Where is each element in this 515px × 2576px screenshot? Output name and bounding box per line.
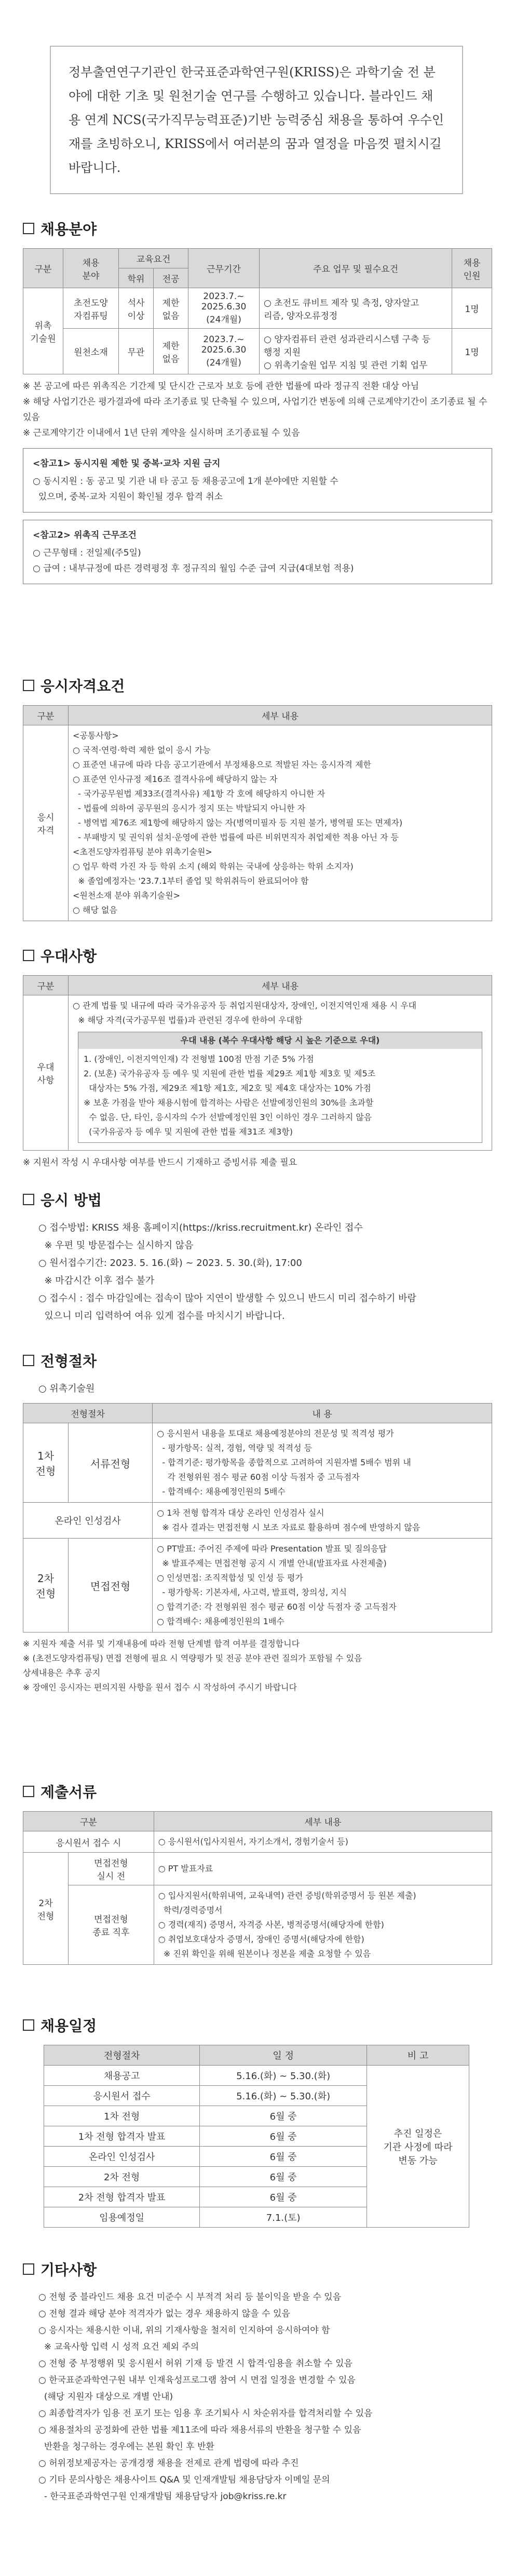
section-schedule <box>23 2015 492 2228</box>
notes: ※ 지원자 제출 서류 및 기재내용에 따라 전형 단계별 합격 여부를 결정합니다 ※ (초전도양자컴퓨팅) 면접 전형에 필요 시 역량평가 및 전공 분야 관련 질의가 포함될 수 있음 상세내용은 추후 공지 ※ 장애인 응시자는 편의지원 사항을 원서 접수 시 작성하여 주시기 바랍니다 <box>23 1639 362 1692</box>
table-row: 채용공고 5.16.(화) ~ 5.30.(화) 추진 일정은 기관 사정에 따라 변동 가능 <box>44 2066 469 2086</box>
documents-table <box>23 1811 492 1965</box>
preference-details: ○ 관계 법률 및 내규에 따라 국가유공자 등 취업지원대상자, 장애인, 이전지역인재 채용 시 우대 ※ 해당 자격(국가공무원 법률)과 관련된 경우에 한하여 우대함 우대 내용 (복수 우대사항 해당 시 높은 기준으로 우대) 1. (장애인, 이전지역인재) 각 전형별 100점 만점 기준 5% 가점 2. (보훈) 국가유공자 등 예우 및 지원에 관한 법률 제29조 제1항 제3호 및 제5조 대상자는 5% 가점, 제29조 제1항 제1호, 제2호 및 제4호 대상자는 10% 가점 ※ 보훈 가점을 받아 채용시험에 합격하는 사람은 선발예정인원의 30%를 초과할 수 없음. 단, 타인, 응시자의 수가 선발예정인원 3인 이하인 경우 그러하지 않음 (국가유공자 등 예우 및 지원에 관한 법률 제31조 제3항) <box>69 995 492 1151</box>
table-row: 임용예정일 7.1.(토) <box>44 2207 469 2228</box>
table-header: 세부 내용 <box>154 1812 492 1831</box>
table-row: 2차 전형 면접전형 실시 전 ○ PT 발표자료 <box>23 1853 492 1885</box>
table-row: 위촉 기술원 초전도양 자컴퓨팅 석사 이상 제한 없음 2023.7.~ 2025.6.30 (24개월) ○ 초전도 큐비트 제작 및 측정, 양자알고 리즘, 양자오류정정 1명 <box>23 288 492 329</box>
checkbox-square-icon <box>23 2019 34 2031</box>
subheading: ○ 위촉기술원 <box>38 1383 95 1394</box>
section-title: 전형절차 <box>23 1350 492 1371</box>
checkbox-square-icon <box>23 2263 34 2275</box>
notes: ※ 본 공고에 따른 위촉직은 기간제 및 단시간 근로자 보호 등에 관한 법률에 따라 정규직 전환 대상 아님 ※ 해당 사업기간은 평가결과에 따라 조기종료 및 단축될 수 있으며, 사업기간 변동에 의해 근로계약기간이 조기종료 될 수 있음 ※ 근로계약기간 이내에서 1년 단위 계약을 실시하며 조기종료될 수 있음 <box>23 381 487 438</box>
table-header: 구분 <box>23 706 69 725</box>
table-row: 1차 전형 서류전형 ○ 응시원서 내용을 토대로 채용예정분야의 전문성 및 적격성 평가 - 평가항목: 실적, 경험, 역량 및 적격성 등 - 합격기준: 평가항목을 종합적으로 고려하여 지원자별 5배수 범위 내 각 전형위원 점수 평균 60점 이상 득점자 중 고득점자 - 합격배수: 채용예정인원의 5배수 <box>23 1423 492 1503</box>
preference-table: 구분 세부 내용 우대 사항 ○ 관계 법률 및 내규에 따라 국가유공자 등 취업지원대상자, 장애인, 이전지역인재 채용 시 우대 ※ 해당 자격(국가공무원 법률)과 관련된 경우에 한하여 우대함 우대 내용 (복수 우대사항 해당 시 높은 기준으로 우대) 1. (장애인, 이전지역인재) 각 전형별 100점 만점 기준 5% 가점 2. (보훈) 국가유공자 등 예우 및 지원에 관한 법률 제29조 제1항 제3호 및 제5조 대상자는 5% 가점, 제29조 제1항 제1호, 제2호 및 제4호 대상자는 10% 가점 ※ 보훈 가점을 받아 채용시험에 합격하는 사람은 선발예정인원의 30%를 초과할 수 없음. 단, 타인, 응시자의 수가 선발예정인원 3인 이하인 경우 그러하지 않음 (국가유공자 등 예우 및 지원에 관한 법률 제31조 제3항) <box>23 975 492 1151</box>
section-title: 채용일정 <box>23 2015 492 2035</box>
section-other <box>23 2259 492 2505</box>
checkbox-square-icon <box>23 1786 34 1797</box>
table-row: 응시원서 접수 시 ○ 응시원서(입사지원서, 자기소개서, 경험기술서 등) <box>23 1831 492 1853</box>
note: ※ 지원서 작성 시 우대사항 여부를 반드시 기재하고 증빙서류 제출 필요 <box>23 1157 297 1168</box>
table-header: 구분 <box>23 1812 154 1831</box>
table-row: 원천소재 무관 제한 없음 2023.7.~ 2025.6.30 (24개월) ○ 양자컴퓨터 관련 성과관리시스템 구축 등 행정 지원 ○ 위촉기술원 업무 지침 및 관련 기획 업무 1명 <box>23 329 492 374</box>
section-title: 채용분야 <box>23 218 492 239</box>
checkbox-square-icon <box>23 950 34 961</box>
table-header: 근무기간 <box>188 249 260 288</box>
table-row: 온라인 인성검사 ○ 1차 전형 합격자 대상 온라인 인성검사 실시 ※ 검사 결과는 면접전형 시 보조 자료로 활용하며 점수에 반영하지 않음 <box>23 1503 492 1539</box>
table-header: 전형절차 <box>23 1404 153 1423</box>
table-header: 주요 업무 및 필수요건 <box>260 249 452 288</box>
table-header: 내 용 <box>153 1404 492 1423</box>
table-row: 온라인 인성검사 6월 중 <box>44 2147 469 2167</box>
table-row: 면접전형 종료 직후 ○ 입사지원서(학위내역, 교육내역) 관련 증빙(학위증명서 등 원본 제출) 학력/경력증명서 ○ 경력(재직) 증명서, 자격증 사본, 병적증명서(해당자에 한함) ○ 취업보호대상자 증명서, 장애인 증명서(해당자에 한함) ※ 진위 확인을 위해 원본이나 정본을 제출 요청할 수 있음 <box>23 1885 492 1965</box>
preference-inner-box: 우대 내용 (복수 우대사항 해당 시 높은 기준으로 우대) 1. (장애인, 이전지역인재) 각 전형별 100점 만점 기준 5% 가점 2. (보훈) 국가유공자 등 예우 및 지원에 관한 법률 제29조 제1항 제3호 및 제5조 대상자는 5% 가점, 제29조 제1항 제1호, 제2호 및 제4호 대상자는 10% 가점 ※ 보훈 가점을 받아 채용시험에 합격하는 사람은 선발예정인원의 30%를 초과할 수 없음. 단, 타인, 응시자의 수가 선발예정인원 3인 이하인 경우 그러하지 않음 (국가유공자 등 예우 및 지원에 관한 법률 제31조 제3항) <box>78 1032 482 1143</box>
reference-box-1: <참고1> 동시지원 제한 및 중복·교차 지원 금지 ○ 동시지원 : 동 공고 및 기관 내 타 공고 등 채용공고에 1개 분야에만 지원할 수 있으며, 중복·교차 지원이 확인될 경우 합격 취소 <box>23 448 492 512</box>
table-row: 2차 전형 6월 중 <box>44 2167 469 2187</box>
eligibility-table: 구분 세부 내용 응시 자격 <공통사항> ○ 국적·연령·학력 제한 없이 응시 가능 ○ 표준연 내규에 따라 다음 공고기관에서 부정채용으로 적발된 자는 응시자격 제한 ○ 표준연 인사규정 제16조 결격사유에 해당하지 않는 자 - 국가공무원법 제33조(결격사유) 제1항 각 호에 해당하지 아니한 자 - 법률에 의하여 공무원의 응시가 정지 또는 박탈되지 아니한 자 - 병역법 제76조 제1항에 해당하지 않는 자(병역미필자 등 지원 불가, 병역필 또는 면제자) - 부패방지 및 권익위 설치·운영에 관한 법률에 따른 비위면직자 취업제한 적용 아닌 자 등 <초전도양자컴퓨팅 분야 위촉기술원> ○ 업무 학력 가진 자 등 학위 소지 (해외 학위는 국내에 상응하는 학위 소지자) ※ 졸업예정자는 '23.7.1부터 졸업 및 학위취득이 완료되어야 함 <원천소재 분야 위촉기술원> ○ 해당 없음 <box>23 705 492 921</box>
table-header: 교육요건 <box>119 249 188 268</box>
recruitment-table <box>23 248 492 374</box>
section-application-method <box>23 1189 492 1325</box>
table-header: 비 고 <box>367 2045 469 2066</box>
intro-box <box>50 46 463 194</box>
table-header: 채용 인원 <box>452 249 492 288</box>
application-lines: ○ 접수방법: KRISS 채용 홈페이지(https://kriss.recruitment.kr) 온라인 접수 ※ 우편 및 방문접수는 실시하지 않음 ○ 원서접수기간: 2023. 5. 16.(화) ~ 2023. 5. 30.(화), 17:00 ※ 마감시간 이후 접수 불가 ○ 접수시 : 접수 마감일에는 접속이 많아 지연이 발생할 수 있으니 반드시 미리 접수하기 바람 있으니 미리 입력하여 여유 있게 접수를 마치시기 바랍니다. <box>38 1222 416 1321</box>
table-header: 채용 분야 <box>63 249 119 288</box>
table-row: 2차 전형 면접전형 ○ PT발표: 주어진 주제에 따라 Presentation 발표 및 질의응답 ※ 발표주제는 면접전형 공지 시 개별 안내(발표자료 사전제출) ○ 인성면접: 조직적합성 및 인성 등 평가 - 평가항목: 기본자세, 사고력, 발표력, 창의성, 지식 ○ 합격기준: 각 전형위원 점수 평균 60점 이상 득점자 중 고득점자 ○ 합격배수: 채용예정인원의 1배수 <box>23 1539 492 1633</box>
table-row: 1차 전형 합격자 발표 6월 중 <box>44 2126 469 2147</box>
table-header: 전공 <box>154 268 188 288</box>
other-lines: ○ 전형 중 블라인드 채용 요건 미준수 시 부적격 처리 등 불이익을 받을 수 있음 ○ 전형 결과 해당 분야 적격자가 없는 경우 채용하지 않을 수 있음 ○ 응시자는 채용시한 이내, 위의 기재사항을 철저히 인지하여 응시하여야 함 ※ 교육사항 입력 시 성적 요건 제외 주의 ○ 전형 중 부정행위 및 응시원서 허위 기재 등 발견 시 합격·임용을 취소할 수 있음 ○ 한국표준과학연구원 내부 인재육성프로그램 참여 시 면접 일정을 변경할 수 있음 (해당 지원자 대상으로 개별 안내) ○ 최종합격자가 임용 전 포기 또는 임용 후 조기퇴사 시 차순위자를 합격처리할 수 있음 ○ 채용절차의 공정화에 관한 법률 제11조에 따라 채용서류의 반환을 청구할 수 있음 반환을 청구하는 경우에는 본원 확인 후 반환 ○ 허위정보제공자는 공개경쟁 채용을 전제로 관계 법령에 따라 추진 ○ 기타 문의사항은 채용사이트 Q&A 및 인재개발팀 채용담당자 이메일 문의 - 한국표준과학연구원 인재개발팀 채용담당자 job@kriss.re.kr <box>38 2292 373 2502</box>
selection-table <box>23 1403 492 1633</box>
schedule-table <box>44 2045 469 2228</box>
table-header: 세부 내용 <box>69 976 492 995</box>
section-title: 제출서류 <box>23 1781 492 1802</box>
table-header: 학위 <box>119 268 154 288</box>
table-header: 구분 <box>23 249 63 288</box>
table-header: 세부 내용 <box>69 706 492 725</box>
table-row: 응시원서 접수 5.16.(화) ~ 5.30.(화) <box>44 2086 469 2106</box>
table-row: 1차 전형 6월 중 <box>44 2106 469 2126</box>
section-eligibility <box>23 675 492 921</box>
eligibility-details: <공통사항> ○ 국적·연령·학력 제한 없이 응시 가능 ○ 표준연 내규에 따라 다음 공고기관에서 부정채용으로 적발된 자는 응시자격 제한 ○ 표준연 인사규정 제16조 결격사유에 해당하지 않는 자 - 국가공무원법 제33조(결격사유) 제1항 각 호에 해당하지 아니한 자 - 법률에 의하여 공무원의 응시가 정지 또는 박탈되지 아니한 자 - 병역법 제76조 제1항에 해당하지 않는 자(병역미필자 등 지원 불가, 병역필 또는 면제자) - 부패방지 및 권익위 설치·운영에 관한 법률에 따른 비위면직자 취업제한 적용 아닌 자 등 <초전도양자컴퓨팅 분야 위촉기술원> ○ 업무 학력 가진 자 등 학위 소지 (해외 학위는 국내에 상응하는 학위 소지자) ※ 졸업예정자는 '23.7.1부터 졸업 및 학위취득이 완료되어야 함 <원천소재 분야 위촉기술원> ○ 해당 없음 <box>69 725 492 921</box>
checkbox-square-icon <box>23 223 34 234</box>
checkbox-square-icon <box>23 1355 34 1366</box>
checkbox-square-icon <box>23 680 34 691</box>
table-header: 일 정 <box>200 2045 367 2066</box>
section-documents <box>23 1781 492 1965</box>
section-title: 응시자격요건 <box>23 675 492 696</box>
intro-text: 정부출연연구기관인 한국표준과학연구원(KRISS)은 과학기술 전 분야에 대한 기초 및 원천기술 연구를 수행하고 있습니다. 블라인드 채용 연계 NCS(국가직무능력표준)기반 능력중심 채용을 통하여 우수인재를 초빙하오니, KRISS에서 여러분의 꿈과 열정을 마음껏 펼치시길 바랍니다. <box>69 65 444 175</box>
checkbox-square-icon <box>23 1194 34 1205</box>
section-title: 기타사항 <box>23 2259 492 2280</box>
table-header: 전형절차 <box>44 2045 200 2066</box>
reference-box-2: <참고2> 위촉직 근무조건 ○ 근무형태 : 전일제(주5일) ○ 급여 : 내부규정에 따른 경력평정 후 정규직의 월임 수준 급여 지급(4대보험 적용) <box>23 520 492 584</box>
table-header: 구분 <box>23 976 69 995</box>
section-selection-process <box>23 1350 492 1695</box>
table-row: 2차 전형 합격자 발표 6월 중 <box>44 2187 469 2207</box>
section-title: 우대사항 <box>23 945 492 966</box>
section-title: 응시 방법 <box>23 1189 492 1210</box>
section-recruitment-field <box>23 218 492 584</box>
section-preference <box>23 945 492 1170</box>
